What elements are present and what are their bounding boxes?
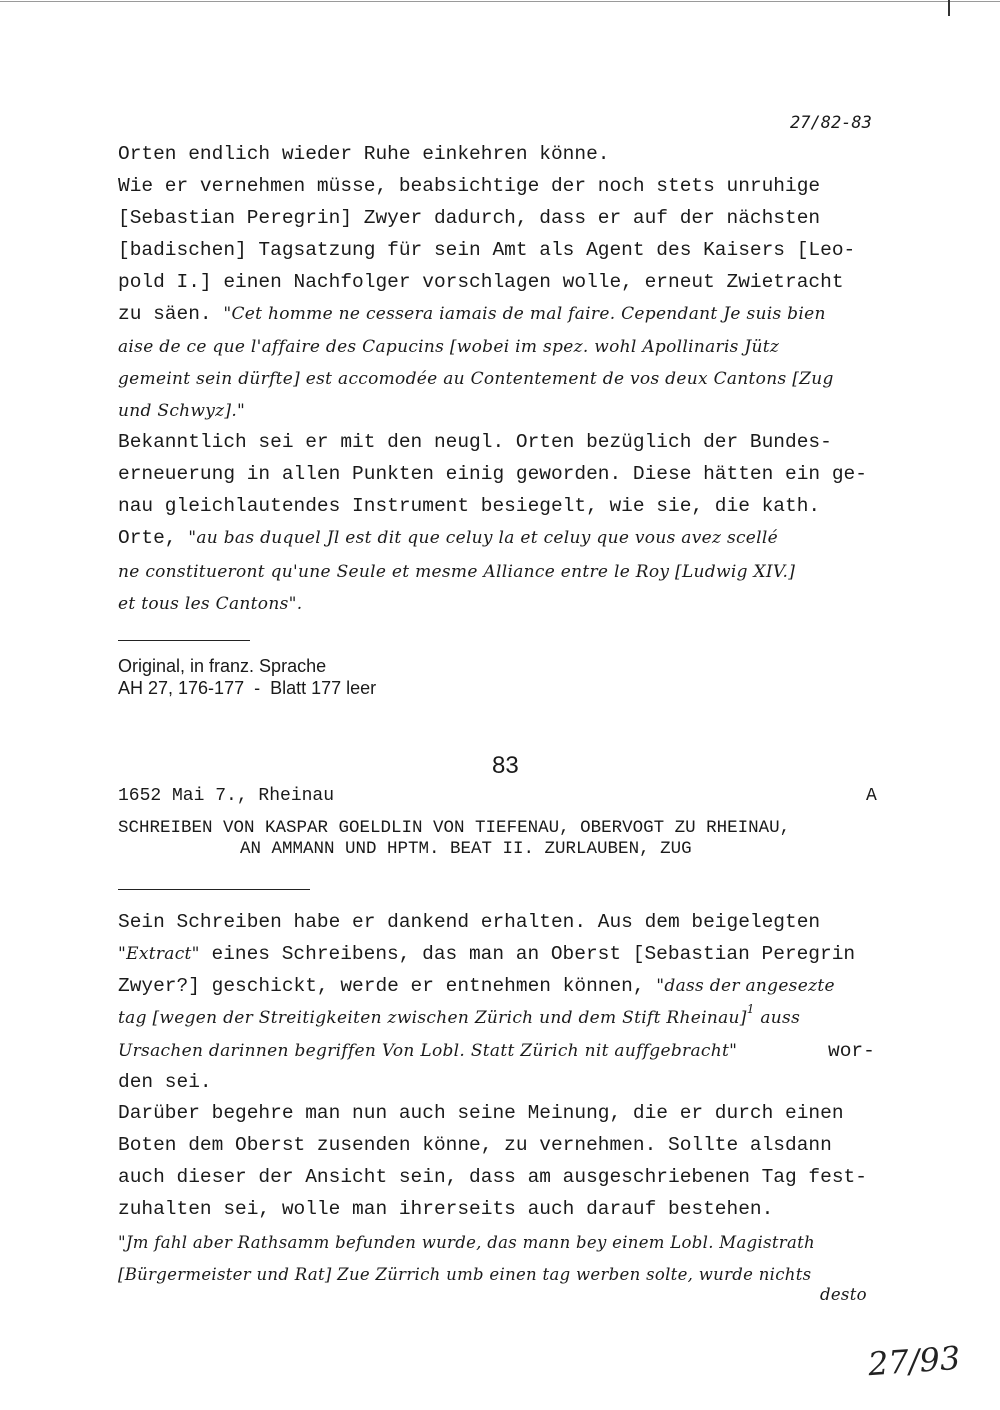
handwritten-page-number: 27/93 [866, 1338, 962, 1384]
german-quote-text: auss [754, 1008, 801, 1028]
para1-line: pold I.] einen Nachfolger vorschlagen wolle, erneut Zwietracht [118, 271, 844, 293]
page-reference: 27/82-83 [790, 113, 872, 133]
document-title: SCHREIBEN VON KASPAR GOELDLIN VON TIEFENAU, OBERVOGT ZU RHEINAU, [118, 818, 791, 838]
document-number: 83 [492, 752, 519, 779]
german-quote-line [118, 1002, 801, 1031]
para3-line: wor- [828, 1040, 875, 1062]
para2-line: erneuerung in allen Punkten einig geworden. Diese hätten ein ge- [118, 463, 867, 485]
date-place: 1652 Mai 7., Rheinau [118, 786, 335, 806]
para4-line: Boten dem Oberst zusenden könne, zu vernehmen. Sollte alsdann [118, 1134, 832, 1156]
para2-line: nau gleichlautendes Instrument besiegelt, wie sie, die kath. [118, 495, 821, 517]
french-quote-line: aise de ce que l'affaire des Capucins [wobei im spez. wohl Apollinaris Jütz [118, 337, 780, 357]
para3-line [118, 974, 835, 998]
para2-line [118, 526, 778, 550]
german-quote: "dass der angesezte [656, 976, 835, 996]
divider-rule [118, 889, 310, 890]
para1-line: [badischen] Tagsatzung für sein Amt als Agent des Kaisers [Leo- [118, 239, 856, 261]
para4-line: zuhalten sei, wolle man ihrerseits auch darauf bestehen. [118, 1198, 774, 1220]
para1-line: Wie er vernehmen müsse, beabsichtige der noch stets unruhige [118, 175, 821, 197]
para4-line: auch dieser der Ansicht sein, dass am ausgeschriebenen Tag fest- [118, 1166, 867, 1188]
german-quote-line: Ursachen darinnen begriffen Von Lobl. Statt Zürich nit auffgebracht" [118, 1041, 738, 1061]
german-quote-line: [Bürgermeister und Rat] Zue Zürrich umb einen tag werben solte, wurde nichts [118, 1265, 812, 1284]
source-note: AH 27, 176-177 - Blatt 177 leer [118, 678, 377, 698]
german-quote-text: tag [wegen der Streitigkeiten zwischen Zürich und dem Stift Rheinau] [118, 1008, 747, 1028]
para3-line [118, 942, 855, 966]
scan-corner-mark [948, 0, 950, 16]
document-title: AN AMMANN UND HPTM. BEAT II. ZURLAUBEN, ZUG [240, 839, 692, 859]
french-quote-line: gemeint sein dürfte] est accomodée au Contentement de vos deux Cantons [Zug [118, 369, 834, 389]
french-quote: "au bas duquel Jl est dit que celuy la et celuy que vous avez scellé [188, 528, 778, 548]
german-quote-line: "Jm fahl aber Rathsamm befunden wurde, das mann bey einem Lobl. Magistrath [118, 1233, 815, 1252]
para3-text: eines Schreibens, das man an Oberst [Sebastian Peregrin [199, 943, 856, 965]
quoted-term: "Extract" [118, 944, 200, 964]
source-note: Original, in franz. Sprache [118, 656, 327, 676]
para3-text: Zwyer?] geschickt, werde er entnehmen können, [118, 975, 657, 997]
para3-line: den sei. [118, 1071, 212, 1093]
scan-top-edge [0, 1, 1000, 2]
document-type-mark: A [866, 786, 877, 806]
para2-text: Orte, [118, 527, 189, 549]
para1-line: Orten endlich wieder Ruhe einkehren könne. [118, 143, 610, 165]
catchword: desto [820, 1285, 867, 1304]
para1-line: [Sebastian Peregrin] Zwyer dadurch, dass er auf der nächsten [118, 207, 821, 229]
para4-line: Darüber begehre man nun auch seine Meinung, die er durch einen [118, 1102, 844, 1124]
para3-line: Sein Schreiben habe er dankend erhalten. Aus dem beigelegten [118, 911, 821, 933]
divider-rule [118, 640, 250, 641]
para1-text: zu säen. [118, 303, 224, 325]
footnote-marker: 1 [746, 1002, 755, 1016]
para1-line [118, 302, 826, 326]
french-quote-line: und Schwyz]." [118, 401, 246, 421]
french-quote-line: et tous les Cantons". [118, 594, 303, 614]
para2-line: Bekanntlich sei er mit den neugl. Orten bezüglich der Bundes- [118, 431, 832, 453]
french-quote: "Cet homme ne cessera iamais de mal faire. Cependant Je suis bien [223, 304, 826, 324]
french-quote-line: ne constitueront qu'une Seule et mesme Alliance entre le Roy [Ludwig XIV.] [118, 562, 796, 582]
